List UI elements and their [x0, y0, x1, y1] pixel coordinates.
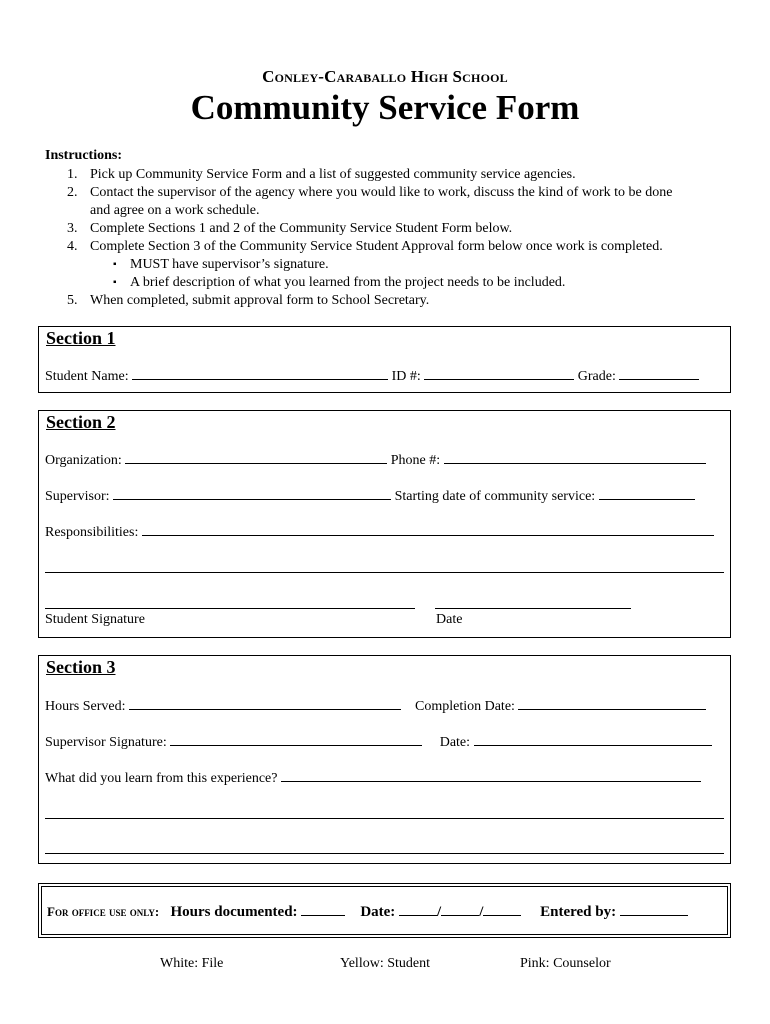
supervisor-row — [45, 487, 695, 505]
organization-field[interactable] — [125, 451, 387, 464]
grade-field[interactable] — [619, 367, 699, 380]
office-date-month-field[interactable] — [399, 903, 437, 916]
section-3-title: Section 3 — [46, 657, 116, 677]
learned-extra-line-2[interactable] — [45, 853, 724, 854]
phone-field[interactable] — [444, 451, 706, 464]
office-date-day-field[interactable] — [441, 903, 479, 916]
date-separator: / — [479, 904, 484, 920]
start-date-label: Starting date of community service: — [394, 489, 596, 504]
bullet-icon: ▪ — [113, 277, 117, 288]
section-1-title: Section 1 — [46, 328, 116, 348]
instructions-list — [45, 166, 735, 310]
office-use-label: For office use only: — [47, 904, 160, 919]
entered-by-label: Entered by: — [540, 904, 617, 920]
date-field[interactable] — [474, 733, 712, 746]
step-text: Contact the supervisor of the agency where you would like to work, discuss the kind of work to be done — [90, 185, 673, 200]
instruction-step — [45, 238, 735, 256]
section-2-box — [38, 410, 731, 638]
responsibilities-row — [45, 523, 714, 541]
student-name-field[interactable] — [132, 367, 388, 380]
instruction-bullet — [45, 274, 735, 292]
instruction-step — [45, 184, 735, 202]
copy-pink-counselor: Pink: Counselor — [520, 956, 611, 971]
hours-served-label: Hours Served: — [45, 699, 126, 714]
hours-served-row — [45, 697, 706, 715]
step-text: Complete Sections 1 and 2 of the Community Service Student Form below. — [90, 221, 513, 236]
student-signature-label: Student Signature — [45, 612, 145, 627]
bullet-icon: ▪ — [113, 259, 117, 270]
step-text: and agree on a work schedule. — [90, 203, 260, 218]
completion-date-field[interactable] — [518, 697, 706, 710]
responsibilities-label: Responsibilities: — [45, 525, 139, 540]
signature-date-line[interactable] — [435, 608, 631, 609]
supervisor-signature-row — [45, 733, 712, 751]
step-text: Pick up Community Service Form and a list of suggested community service agencies. — [90, 167, 576, 182]
entered-by-field[interactable] — [620, 903, 688, 916]
copy-white-file: White: File — [160, 956, 224, 971]
office-use-row — [47, 903, 688, 921]
date-separator: / — [437, 904, 442, 920]
responsibilities-field[interactable] — [142, 523, 714, 536]
copy-yellow-student: Yellow: Student — [340, 956, 430, 971]
learned-label: What did you learn from this experience? — [45, 771, 278, 786]
completion-date-label: Completion Date: — [415, 699, 515, 714]
school-name: Conley-Caraballo High School — [262, 67, 508, 86]
step-text: Complete Section 3 of the Community Service Student Approval form below once work is completed. — [90, 239, 663, 254]
supervisor-label: Supervisor: — [45, 489, 110, 504]
student-signature-line[interactable] — [45, 608, 415, 609]
date-label: Date: — [439, 735, 471, 750]
step-number: 1. — [67, 167, 78, 182]
bullet-text: A brief description of what you learned from the project needs to be included. — [130, 275, 566, 290]
organization-row — [45, 451, 706, 469]
supervisor-field[interactable] — [113, 487, 391, 500]
instruction-bullet — [45, 256, 735, 274]
instructions-heading: Instructions: — [45, 148, 123, 163]
student-name-row — [45, 367, 699, 385]
step-number: 5. — [67, 293, 78, 308]
hours-documented-field[interactable] — [301, 903, 345, 916]
step-number: 4. — [67, 239, 78, 254]
learned-extra-line-1[interactable] — [45, 818, 724, 819]
instruction-step — [45, 220, 735, 238]
supervisor-signature-label: Supervisor Signature: — [45, 735, 167, 750]
bullet-text: MUST have supervisor’s signature. — [130, 257, 329, 272]
form-title: Community Service Form — [190, 88, 580, 127]
office-date-year-field[interactable] — [483, 903, 521, 916]
learned-row — [45, 769, 701, 787]
step-number: 3. — [67, 221, 78, 236]
hours-documented-label: Hours documented: — [170, 904, 298, 920]
section-2-title: Section 2 — [46, 412, 116, 432]
step-number: 2. — [67, 185, 78, 200]
section-1-box — [38, 326, 731, 393]
organization-label: Organization: — [45, 453, 122, 468]
start-date-field[interactable] — [599, 487, 695, 500]
grade-label: Grade: — [577, 369, 616, 384]
office-date-label: Date: — [360, 904, 396, 920]
id-field[interactable] — [424, 367, 574, 380]
responsibilities-extra-line[interactable] — [45, 572, 724, 573]
instruction-step — [45, 292, 735, 310]
signature-date-label: Date — [436, 612, 463, 627]
student-name-label: Student Name: — [45, 369, 129, 384]
section-3-box — [38, 655, 731, 864]
instruction-step-continued — [45, 202, 735, 220]
step-text: When completed, submit approval form to School Secretary. — [90, 293, 430, 308]
supervisor-signature-field[interactable] — [170, 733, 422, 746]
instruction-step — [45, 166, 735, 184]
id-label: ID #: — [391, 369, 421, 384]
learned-field[interactable] — [281, 769, 701, 782]
office-use-box — [38, 883, 731, 938]
hours-served-field[interactable] — [129, 697, 401, 710]
phone-label: Phone #: — [390, 453, 441, 468]
